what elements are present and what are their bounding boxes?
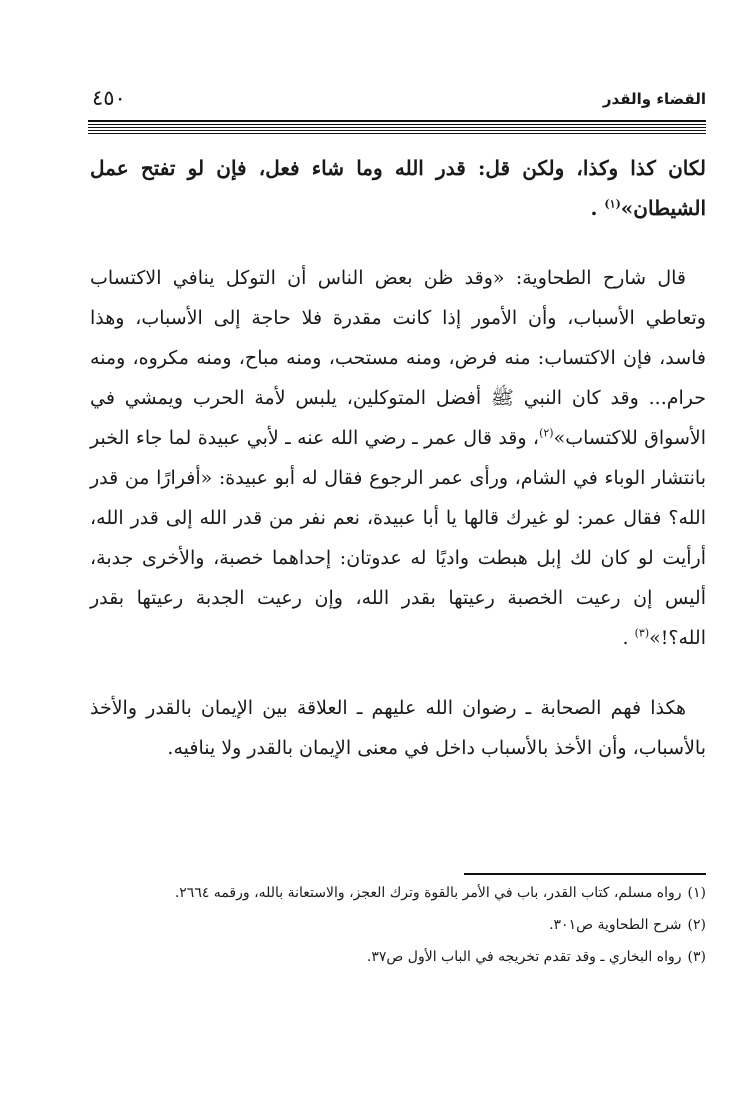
footnote-item — [80, 912, 706, 938]
footnote-ref-3: (٣) — [634, 626, 650, 640]
paragraph-sahaba — [90, 688, 706, 768]
footnote-ref-1: (١) — [604, 197, 621, 211]
footnote-text: شرح الطحاوية ص٣٠١. — [549, 917, 682, 933]
para1-text: قال شارح الطحاوية: «وقد ظن بعض الناس أن التوكل ينافي الاكتساب وتعاطي الأسباب، وأن الأمور إذا كانت مقدرة فلا حاجة إلى الأسباب، وهذا فاسد، فإن الاكتساب: منه فرض، ومنه مستحب، ومنه مباح، ومنه مكروه، ومنه حرام... وقد كان النبي ﷺ أفضل المتوكلين، يلبس لأمة الحرب ويمشي في الأسواق للاكتساب» — [90, 267, 706, 449]
lead-paragraph — [90, 148, 706, 228]
paragraph-tahawiyya — [90, 258, 706, 658]
footnote-ref-2: (٢) — [539, 426, 554, 440]
para2-text: هكذا فهم الصحابة ـ رضوان الله عليهم ـ العلاقة بين الإيمان بالقدر والأخذ بالأسباب، وأن الأخذ بالأسباب داخل في معنى الإيمان بالقدر ولا ينافيه. — [90, 697, 706, 759]
running-header — [88, 86, 706, 120]
footnote-separator — [464, 873, 706, 875]
footnote-number: (٢) — [687, 917, 706, 933]
para1-continuation: ، وقد قال عمر ـ رضي الله عنه ـ لأبي عبيدة لما جاء الخبر بانتشار الوباء في الشام، ورأى عمر الرجوع فقال له أبو عبيدة: «أفرارًا من قدر الله؟ فقال عمر: لو غيرك قالها يا أبا عبيدة، نعم نفر من قدر الله إلى قدر الله، أرأيت لو كان لك إبل هبطت واديًا له عدوتان: إحداهما خصبة، والأخرى جدبة، أليس إن رعيت الخصبة رعيتها بقدر الله، وإن رعيت الجدبة رعيتها بقدر الله؟!» — [90, 427, 706, 649]
lead-end: . — [590, 196, 605, 220]
para1-end: . — [622, 627, 635, 649]
footnote-text: رواه البخاري ـ وقد تقدم تخريجه في الباب الأول ص٣٧. — [366, 949, 682, 965]
footnote-number: (١) — [687, 885, 706, 901]
footnotes — [80, 880, 706, 976]
footnote-number: (٣) — [687, 949, 706, 965]
footnote-text: رواه مسلم، كتاب القدر، باب في الأمر بالقوة وترك العجز، والاستعانة بالله، ورقمه ٢٦٦٤. — [174, 885, 682, 901]
footnote-item — [80, 880, 706, 906]
page-number: ٤٥٠ — [92, 86, 126, 110]
footnote-item — [80, 944, 706, 970]
main-text — [90, 148, 706, 768]
header-rule — [88, 121, 706, 135]
lead-text: لكان كذا وكذا، ولكن قل: قدر الله وما شاء فعل، فإن لو تفتح عمل الشيطان» — [90, 156, 706, 220]
chapter-title: القضاء والقدر — [602, 90, 706, 108]
